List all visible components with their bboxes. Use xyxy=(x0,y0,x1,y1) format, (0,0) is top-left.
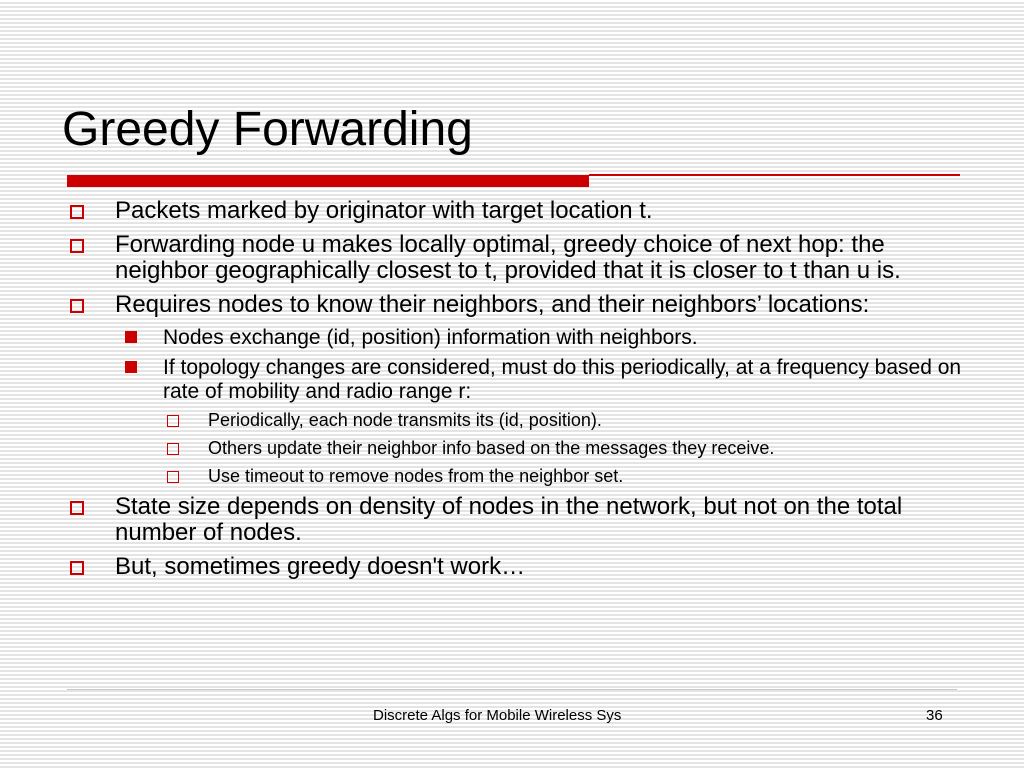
bullet-text: But, sometimes greedy doesn't work… xyxy=(115,553,526,580)
bullet-item xyxy=(68,494,968,546)
bullet-item xyxy=(68,198,968,224)
bullet-text: Periodically, each node transmits its (id, position). xyxy=(208,410,602,430)
bullet-text: Packets marked by originator with target location t. xyxy=(115,197,653,224)
hollow-square-bullet-icon xyxy=(70,239,84,253)
hollow-square-bullet-icon xyxy=(70,205,84,219)
sub-bullet-item xyxy=(68,326,968,350)
bullet-text: Requires nodes to know their neighbors, and their neighbors’ locations: xyxy=(115,291,870,318)
bullet-text: Nodes exchange (id, position) information with neighbors. xyxy=(163,326,698,349)
bullet-text: If topology changes are considered, must do this periodically, at a frequency based on rate of mobility and radio range r: xyxy=(163,356,962,403)
footer-divider xyxy=(67,689,957,690)
bullet-item xyxy=(68,232,968,284)
sub-sub-bullet-item xyxy=(68,466,968,486)
slide-content xyxy=(68,198,968,588)
title-underline-thin xyxy=(589,174,960,176)
filled-square-bullet-icon xyxy=(125,331,137,343)
bullet-text: Others update their neighbor info based on the messages they receive. xyxy=(208,438,775,458)
sub-sub-bullet-item xyxy=(68,410,968,430)
hollow-square-bullet-icon xyxy=(167,415,179,427)
slide-number: 36 xyxy=(926,707,943,724)
hollow-square-bullet-icon xyxy=(167,471,179,483)
title-underline-thick xyxy=(67,175,589,187)
bullet-text: Forwarding node u makes locally optimal, greedy choice of next hop: the neighbor geographically closest to t, provided that it is closer to t than u is. xyxy=(115,231,901,284)
hollow-square-bullet-icon xyxy=(70,561,84,575)
bullet-item xyxy=(68,292,968,318)
footer-text: Discrete Algs for Mobile Wireless Sys xyxy=(373,707,622,724)
sub-bullet-item xyxy=(68,356,968,404)
bullet-text: Use timeout to remove nodes from the neighbor set. xyxy=(208,466,624,486)
slide-title: Greedy Forwarding xyxy=(62,103,473,156)
filled-square-bullet-icon xyxy=(125,361,137,373)
hollow-square-bullet-icon xyxy=(70,299,84,313)
bullet-item xyxy=(68,554,968,580)
hollow-square-bullet-icon xyxy=(167,443,179,455)
sub-sub-bullet-item xyxy=(68,438,968,458)
hollow-square-bullet-icon xyxy=(70,501,84,515)
bullet-text: State size depends on density of nodes in the network, but not on the total number of nodes. xyxy=(115,493,903,546)
